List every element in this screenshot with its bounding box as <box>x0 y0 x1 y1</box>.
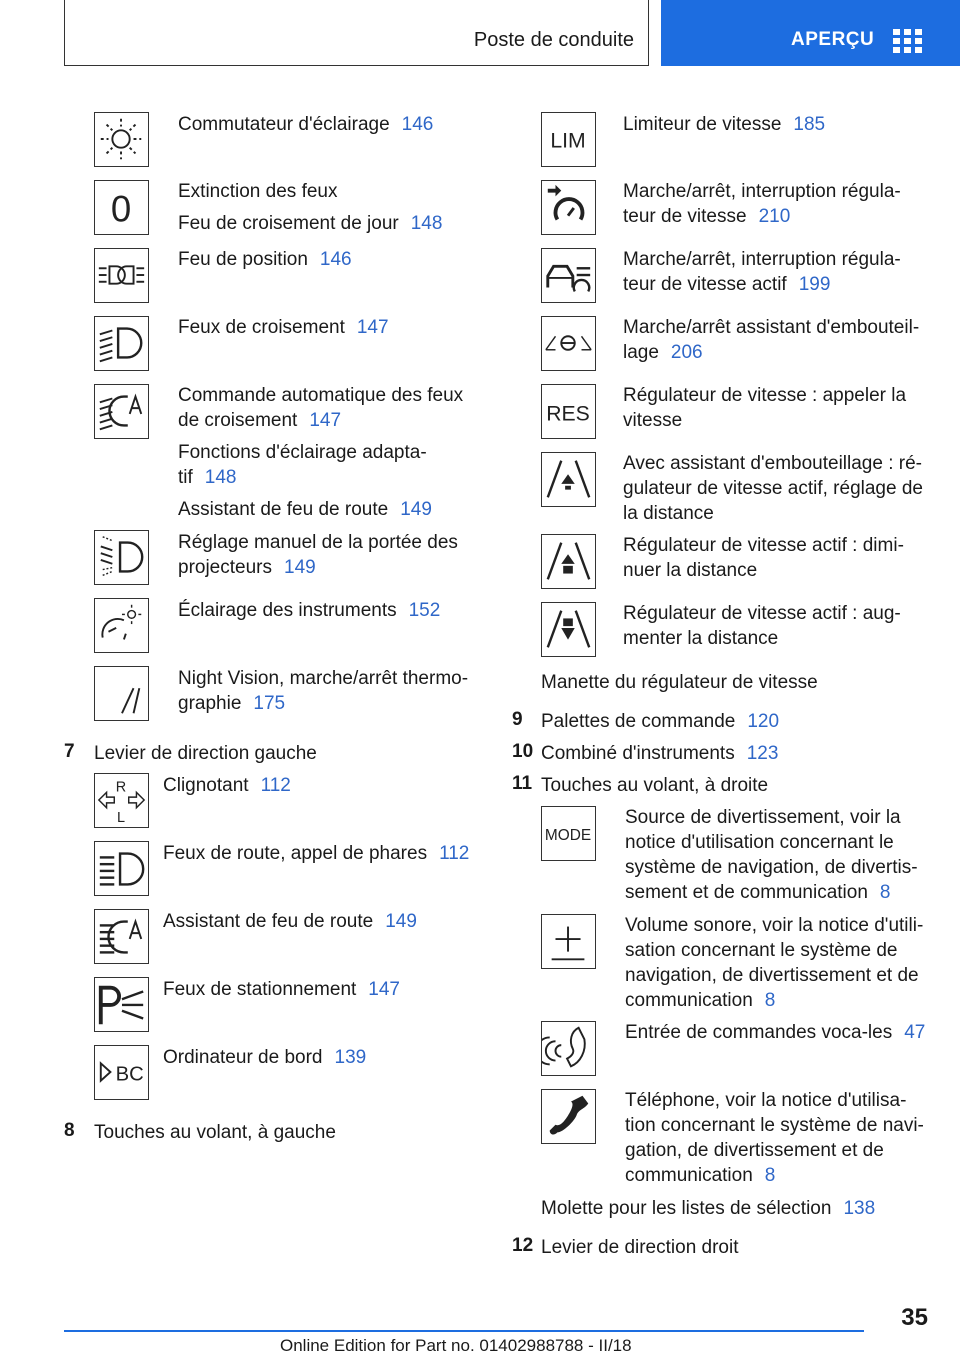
item-number: 9 <box>512 709 523 730</box>
entry-high-beam: Feux de route, appel de phares 112 <box>163 843 470 864</box>
page-ref[interactable]: 148 <box>410 213 443 234</box>
item-number: 10 <box>512 741 534 762</box>
page-ref[interactable]: 199 <box>798 274 831 295</box>
entry-position-light: Feu de position 146 <box>178 249 352 270</box>
distance-increase-icon <box>541 602 596 657</box>
section-title: Poste de conduite <box>473 29 634 51</box>
page-ref[interactable]: 210 <box>758 206 791 227</box>
page-ref[interactable]: 139 <box>334 1047 367 1068</box>
page-ref[interactable]: 147 <box>309 410 342 431</box>
item-7-label: Levier de direction gauche <box>94 743 317 764</box>
entry-auto-low-beam: Commande automatique des feux de croisement 147 Fonctions d'éclairage adapta‐tif 148 Assistant de feu de route 149 <box>178 385 464 520</box>
entry-distance-decrease: Régulateur de vitesse actif : dimi‐nuer la distance <box>623 535 904 581</box>
page-ref[interactable]: 149 <box>284 557 316 578</box>
distance-decrease-icon <box>541 534 596 589</box>
grid-menu-icon <box>893 29 922 53</box>
cruise-control-icon <box>541 180 596 235</box>
mode-button-icon <box>541 806 596 861</box>
page-ref[interactable]: 147 <box>356 317 389 338</box>
item-12-label: Levier de direction droit <box>541 1237 739 1258</box>
parking-light-icon <box>94 977 149 1032</box>
header-box <box>64 0 649 66</box>
entry-voice-command: Entrée de commandes voca‐les 47 <box>625 1022 926 1043</box>
item-number: 11 <box>512 773 533 794</box>
page-ref[interactable]: 138 <box>843 1198 876 1219</box>
entry-headlight-range: Réglage manuel de la portée des projecteurs 149 <box>178 532 458 578</box>
entry-lights-off: Extinction des feux Feu de croisement de jour 148 <box>178 181 443 234</box>
svg-text:R: R <box>115 779 127 796</box>
position-light-icon <box>94 248 149 303</box>
svg-text:LIM: LIM <box>550 129 586 153</box>
page-ref[interactable]: 149 <box>385 911 417 932</box>
auto-low-beam-icon <box>94 384 149 439</box>
entry-traffic-jam-assist: Marche/arrêt assistant d'embouteil‐lage 206 <box>623 317 920 363</box>
instrument-lighting-icon <box>94 598 149 653</box>
edition-footer: Online Edition for Part no. 01402988788 - II/18 <box>280 1336 632 1355</box>
svg-text:0: 0 <box>110 188 132 230</box>
selection-wheel-label: Molette pour les listes de sélection 138 <box>541 1198 876 1219</box>
svg-text:BC: BC <box>115 1063 144 1086</box>
page-ref[interactable]: 206 <box>670 342 703 363</box>
entry-speed-limiter: Limiteur de vitesse 185 <box>623 114 826 135</box>
page-ref[interactable]: 146 <box>319 249 352 270</box>
traffic-jam-assist-icon <box>541 316 596 371</box>
entry-volume: Volume sonore, voir la notice d'utili‐sation concernant le système de navigation, de divertissement et de communication 8 <box>625 915 924 1011</box>
entry-distance-increase: Régulateur de vitesse actif : aug‐menter la distance <box>623 603 901 649</box>
entry-parking-light: Feux de stationnement 147 <box>163 979 400 1000</box>
distance-setting-icon <box>541 452 596 507</box>
page-ref[interactable]: 8 <box>764 1165 776 1186</box>
entry-night-vision: Night Vision, marche/arrêt thermo‐graphie 175 <box>178 668 469 714</box>
entry-active-cruise-control: Marche/arrêt, interruption régula‐teur de vitesse actif 199 <box>623 249 901 295</box>
entry-phone: Téléphone, voir la notice d'utilisa‐tion concernant le système de navi‐gation, de divertissement et de communication 8 <box>625 1090 924 1186</box>
item-number: 8 <box>64 1120 75 1141</box>
active-cruise-control-icon <box>541 248 596 303</box>
page-ref[interactable]: 152 <box>408 600 441 621</box>
night-vision-icon <box>94 666 149 721</box>
low-beam-icon <box>94 316 149 371</box>
svg-text:MODE: MODE <box>544 826 592 844</box>
page-ref[interactable]: 120 <box>747 711 780 732</box>
speed-limiter-icon <box>541 112 596 167</box>
board-computer-icon <box>94 1045 149 1100</box>
page-ref[interactable]: 112 <box>439 843 470 864</box>
entry-high-beam-assist: Assistant de feu de route 149 <box>163 911 417 932</box>
cruise-lever-label: Manette du régulateur de vitesse <box>541 672 818 693</box>
high-beam-icon <box>94 841 149 896</box>
page-ref[interactable]: 175 <box>253 693 286 714</box>
page-ref[interactable]: 148 <box>204 467 237 488</box>
page-ref[interactable]: 47 <box>904 1022 926 1043</box>
headlight-range-icon <box>94 530 149 585</box>
page-ref[interactable]: 149 <box>400 499 432 520</box>
turn-signal-icon <box>94 773 149 828</box>
overview-tab-label: APERÇU <box>791 29 875 50</box>
lights-off-icon <box>94 180 149 235</box>
item-number: 7 <box>64 741 75 762</box>
item-11-label: Touches au volant, à droite <box>541 775 769 796</box>
page-ref[interactable]: 146 <box>401 114 434 135</box>
entry-low-beam: Feux de croisement 147 <box>178 317 389 338</box>
resume-speed-icon <box>541 384 596 439</box>
page-ref[interactable]: 8 <box>879 882 891 903</box>
entry-light-switch: Commutateur d'éclairage 146 <box>178 114 434 135</box>
entry-distance-setting: Avec assistant d'embouteillage : ré‐gulateur de vitesse actif, réglage de la distance <box>623 453 923 524</box>
svg-text:RES: RES <box>546 402 590 426</box>
entry-instrument-lighting: Éclairage des instruments 152 <box>178 600 441 621</box>
overview-tab[interactable] <box>661 0 960 66</box>
item-10-label: Combiné d'instruments 123 <box>541 743 779 764</box>
page-number: 35 <box>901 1304 928 1331</box>
entry-cruise-control: Marche/arrêt, interruption régula‐teur de vitesse 210 <box>623 181 901 227</box>
entry-turn-signal: Clignotant 112 <box>163 775 291 796</box>
item-number: 12 <box>512 1235 534 1256</box>
voice-command-icon <box>541 1021 596 1076</box>
item-9-label: Palettes de commande 120 <box>541 711 780 732</box>
page-ref[interactable]: 185 <box>793 114 826 135</box>
svg-text:L: L <box>117 810 126 827</box>
entry-mode-button: Source de divertissement, voir la notice d'utilisation concernant le système de navigation, de divertis‐sement et de communication 8 <box>625 807 918 903</box>
footer-divider <box>64 1330 864 1332</box>
entry-board-computer: Ordinateur de bord 139 <box>163 1047 367 1068</box>
page-ref[interactable]: 147 <box>368 979 400 1000</box>
entry-resume-speed: Régulateur de vitesse : appeler la vitesse <box>623 385 907 431</box>
volume-icon <box>541 914 596 969</box>
light-switch-icon <box>94 112 149 167</box>
page-ref[interactable]: 8 <box>764 990 776 1011</box>
phone-icon <box>541 1089 596 1144</box>
page-ref[interactable]: 123 <box>746 743 779 764</box>
high-beam-assist-icon <box>94 909 149 964</box>
item-8-label: Touches au volant, à gauche <box>94 1122 336 1143</box>
page-ref[interactable]: 112 <box>260 775 291 796</box>
